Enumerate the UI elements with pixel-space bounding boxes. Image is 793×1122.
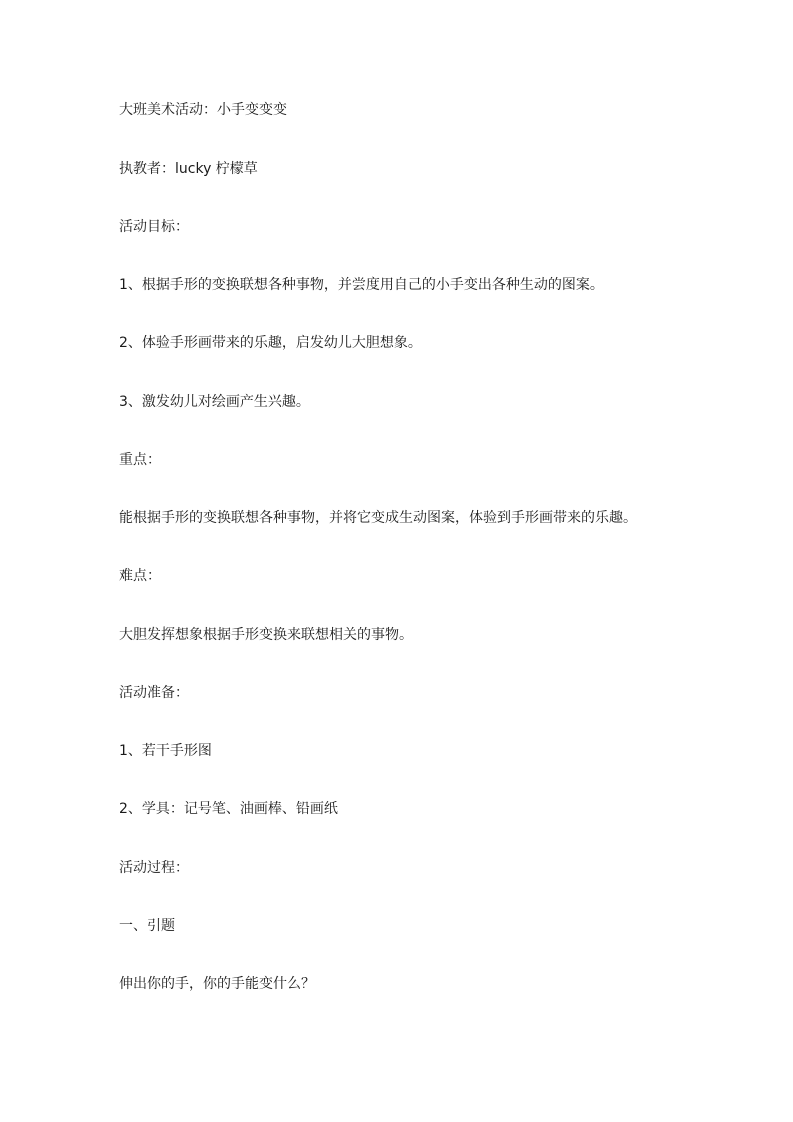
preparation-item: 1、若干手形图: [119, 743, 212, 759]
process-heading: 活动过程：: [119, 860, 189, 876]
difficulties-heading: 难点：: [119, 568, 161, 584]
objective-item: 1、根据手形的变换联想各种事物，并尝度用自己的小手变出各种生动的图案。: [119, 277, 604, 293]
preparation-item: 2、学具：记号笔、油画棒、铅画纸: [119, 801, 338, 817]
document-title: 大班美术活动：小手变变变: [119, 102, 287, 118]
process-step-text: 伸出你的手，你的手能变什么？: [119, 976, 315, 992]
objective-item: 3、激发幼儿对绘画产生兴趣。: [119, 394, 310, 410]
objective-item: 2、体验手形画带来的乐趣，启发幼儿大胆想象。: [119, 335, 422, 351]
difficulties-text: 大胆发挥想象根据手形变换来联想相关的事物。: [119, 627, 413, 643]
key-points-heading: 重点：: [119, 452, 161, 468]
preparation-heading: 活动准备：: [119, 685, 189, 701]
objectives-heading: 活动目标：: [119, 219, 189, 235]
process-step-heading: 一、引题: [119, 918, 175, 934]
instructor-line: 执教者：lucky 柠檬草: [119, 161, 258, 177]
key-points-text: 能根据手形的变换联想各种事物，并将它变成生动图案，体验到手形画带来的乐趣。: [119, 510, 637, 526]
